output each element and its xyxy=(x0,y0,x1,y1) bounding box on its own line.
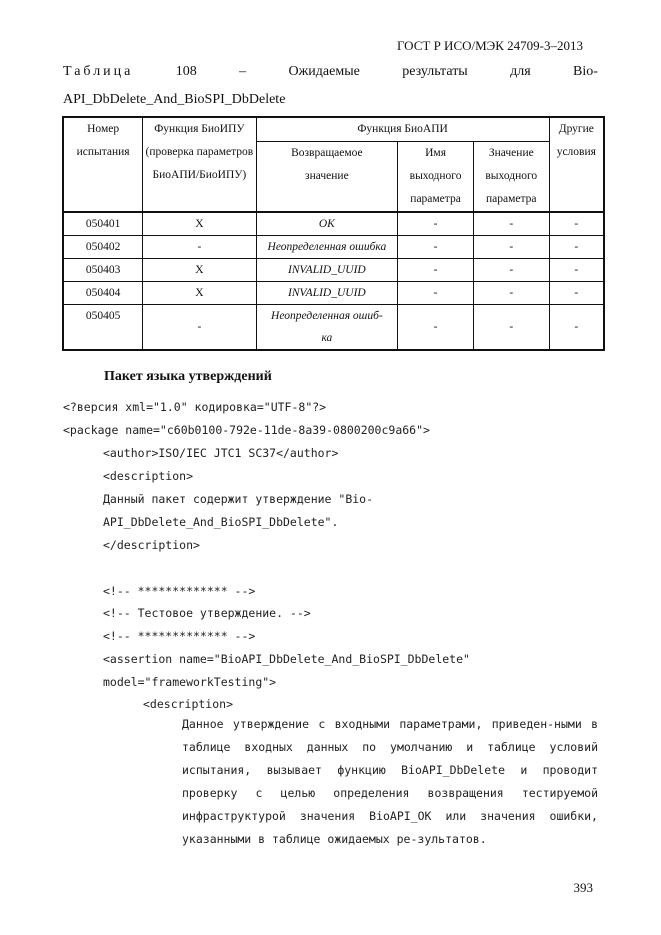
table-row xyxy=(63,259,604,282)
code-line: <assertion name="BioAPI_DbDelete_And_BioSPI_DbDelete" xyxy=(103,652,470,666)
table-caption-line2: API_DbDelete_And_BioSPI_DbDelete xyxy=(63,92,286,107)
code-line: API_DbDelete_And_BioSPI_DbDelete". xyxy=(103,515,339,529)
code-line: <author>ISO/IEC JTC1 SC37</author> xyxy=(103,446,339,460)
table-row xyxy=(63,305,604,351)
code-line: <?версия xml="1.0" кодировка="UTF-8"?> xyxy=(63,400,327,414)
code-line: <!-- ************* --> xyxy=(103,629,256,643)
caption-word: 108 xyxy=(175,64,197,79)
header-bioipu-function: Функция БиоИПУ (проверка параметров БиоАПИ/БиоИПУ) xyxy=(143,117,256,212)
page-header: ГОСТ Р ИСО/МЭК 24709-3–2013 xyxy=(396,38,583,53)
cell-num: 050404 xyxy=(63,282,143,305)
cell-return: OK xyxy=(256,212,398,236)
table-row xyxy=(63,212,604,236)
table-row xyxy=(63,236,604,259)
cell-other: - xyxy=(549,212,604,236)
cell-param-value: - xyxy=(473,212,549,236)
cell-bioipu: X xyxy=(143,282,256,305)
cell-num: 050405 xyxy=(63,305,143,351)
code-line: <description> xyxy=(143,697,234,711)
code-line: </description> xyxy=(103,538,200,552)
code-line: model="frameworkTesting"> xyxy=(103,675,277,689)
cell-param-name: - xyxy=(398,259,474,282)
caption-word: Ожидаемые xyxy=(288,64,360,79)
results-table xyxy=(62,116,605,351)
cell-param-name: - xyxy=(398,305,474,351)
cell-param-name: - xyxy=(398,212,474,236)
cell-num: 050403 xyxy=(63,259,143,282)
header-output-param-name: Имя выходного параметра xyxy=(398,142,474,213)
cell-param-name: - xyxy=(398,282,474,305)
header-bioapi-function: Функция БиоАПИ xyxy=(256,117,549,142)
cell-return: Неопределенная ошиб-ка xyxy=(256,305,398,351)
cell-param-value: - xyxy=(473,282,549,305)
code-line: <package name="c60b0100-792e-11de-8a39-0800200c9a66"> xyxy=(63,423,430,437)
section-title: Пакет языка утверждений xyxy=(104,369,272,384)
cell-return: Неопределенная ошибка xyxy=(256,236,398,259)
cell-param-name: - xyxy=(398,236,474,259)
code-line: Данный пакет содержит утверждение "Bio- xyxy=(103,492,374,506)
header-output-param-value: Значение выходного параметра xyxy=(473,142,549,213)
cell-bioipu: X xyxy=(143,212,256,236)
table-row xyxy=(63,282,604,305)
cell-bioipu: - xyxy=(143,305,256,351)
caption-word: Таблица xyxy=(63,64,134,79)
header-other-conditions: Другие условия xyxy=(549,117,604,212)
cell-num: 050401 xyxy=(63,212,143,236)
code-line: <!-- ************* --> xyxy=(103,584,256,598)
cell-param-value: - xyxy=(473,236,549,259)
cell-bioipu: X xyxy=(143,259,256,282)
header-return-value: Возвращаемое значение xyxy=(256,142,398,213)
cell-param-value: - xyxy=(473,305,549,351)
caption-word: для xyxy=(510,64,531,79)
caption-word: – xyxy=(239,64,247,79)
caption-word: Bio- xyxy=(573,64,598,79)
cell-other: - xyxy=(549,236,604,259)
description-paragraph: Данное утверждение с входными параметрами, приведен-ными в таблице входных данных по умолчанию и таблице условий испытания, вызывает функцию BioAPI_DbDelete и проводит проверку с целью определения возвращения тестируемой инфраструктурой значения BioAPI_OK или значения ошибки, указанными в таблице ожидаемых ре-зультатов. xyxy=(182,717,598,846)
cell-bioipu: - xyxy=(143,236,256,259)
table-caption-line1 xyxy=(63,64,598,80)
cell-return: INVALID_UUID xyxy=(256,259,398,282)
caption-word: результаты xyxy=(402,64,468,79)
cell-other: - xyxy=(549,282,604,305)
cell-other: - xyxy=(549,305,604,351)
cell-other: - xyxy=(549,259,604,282)
code-line: <!-- Тестовое утверждение. --> xyxy=(103,606,311,620)
code-line: <description> xyxy=(103,469,194,483)
header-test-number: Номер испытания xyxy=(63,117,143,212)
cell-return: INVALID_UUID xyxy=(256,282,398,305)
cell-param-value: - xyxy=(473,259,549,282)
page-number: 393 xyxy=(573,880,593,895)
cell-num: 050402 xyxy=(63,236,143,259)
